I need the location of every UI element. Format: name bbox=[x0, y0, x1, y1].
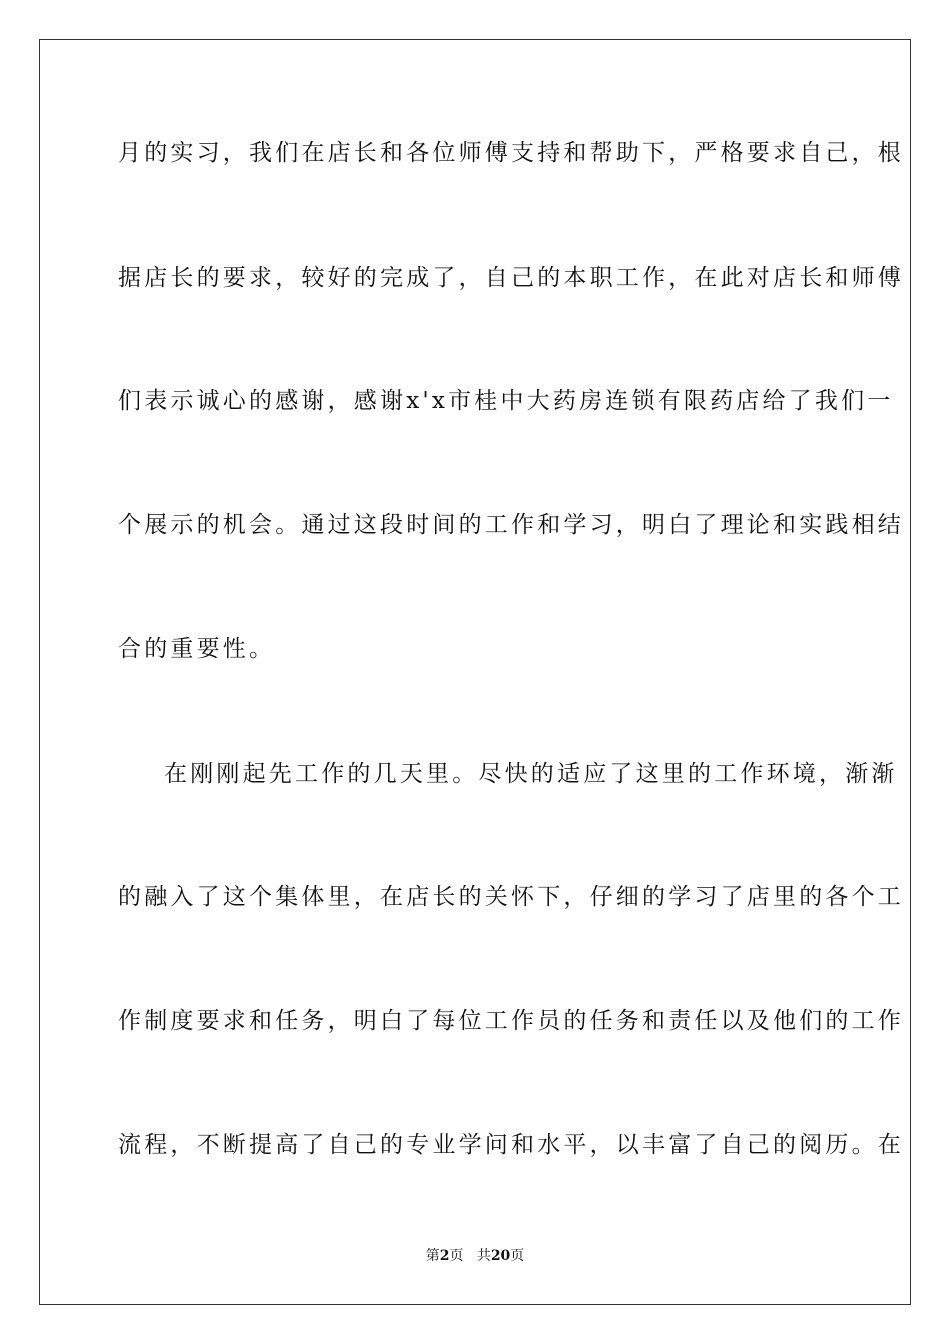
paragraph-line-4: 个展示的机会。通过这段时间的工作和学习，明白了理论和实践相结 bbox=[118, 512, 904, 538]
paragraph-line-1: 月的实习，我们在店长和各位师傅支持和帮助下，严格要求自己，根 bbox=[118, 140, 904, 166]
page-total: 20 bbox=[490, 1248, 511, 1264]
paragraph-line-9: 流程，不断提高了自己的专业学问和水平，以丰富了自己的阅历。在 bbox=[118, 1132, 904, 1158]
total-prefix: 共 bbox=[476, 1248, 491, 1264]
paragraph-line-7: 的融入了这个集体里，在店长的关怀下，仔细的学习了店里的各个工 bbox=[118, 884, 904, 910]
paragraph-line-8: 作制度要求和任务，明白了每位工作员的任务和责任以及他们的工作 bbox=[118, 1008, 904, 1034]
page-current: 2 bbox=[439, 1248, 450, 1264]
paragraph-line-2: 据店长的要求，较好的完成了，自己的本职工作，在此对店长和师傅 bbox=[118, 265, 904, 291]
paragraph-line-3: 们表示诚心的感谢，感谢x'x市桂中大药房连锁有限药店给了我们一 bbox=[118, 388, 894, 414]
page-unit: 页 bbox=[449, 1248, 464, 1264]
paragraph-line-6: 在刚刚起先工作的几天里。尽快的适应了这里的工作环境，渐渐 bbox=[164, 761, 898, 787]
total-unit: 页 bbox=[510, 1248, 525, 1264]
page-border bbox=[39, 39, 911, 1305]
page-footer bbox=[0, 1246, 950, 1266]
paragraph-line-5: 合的重要性。 bbox=[118, 636, 276, 662]
page-prefix: 第 bbox=[425, 1248, 440, 1264]
